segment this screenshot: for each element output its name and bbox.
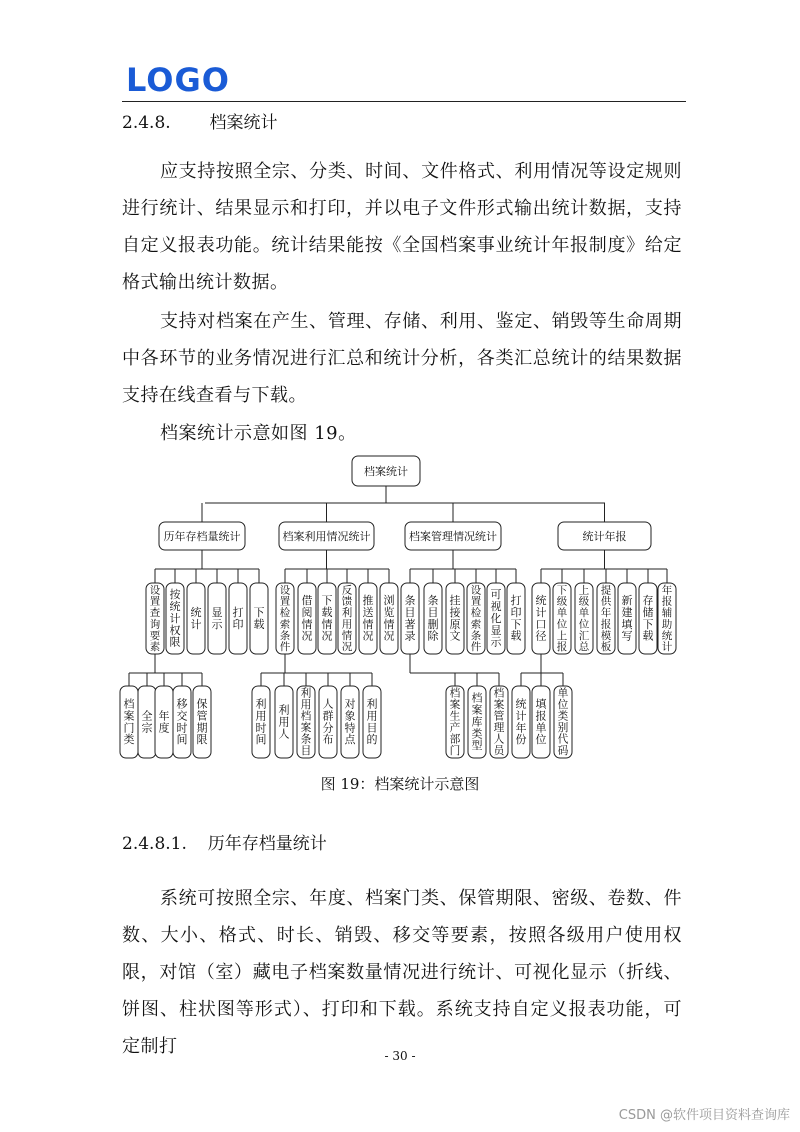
svg-text:用: 用 — [341, 618, 353, 631]
svg-text:下: 下 — [321, 594, 333, 608]
svg-text:利: 利 — [366, 697, 378, 711]
svg-text:目: 目 — [300, 744, 312, 758]
svg-text:置: 置 — [470, 595, 482, 608]
svg-text:用: 用 — [366, 709, 378, 723]
sub-label — [197, 697, 208, 747]
svg-text:移: 移 — [176, 697, 188, 711]
svg-text:门: 门 — [123, 721, 135, 735]
svg-text:点: 点 — [344, 733, 356, 747]
svg-text:档: 档 — [123, 697, 135, 711]
svg-text:权: 权 — [169, 623, 181, 637]
svg-text:保: 保 — [196, 697, 208, 711]
svg-text:单: 单 — [557, 686, 569, 700]
svg-text:下: 下 — [556, 584, 568, 597]
sub-label — [494, 687, 506, 758]
svg-text:文: 文 — [449, 629, 461, 643]
svg-text:置: 置 — [149, 595, 161, 608]
svg-text:目: 目 — [427, 605, 439, 619]
child-label — [342, 583, 353, 653]
paragraph-3: 档案统计示意如图 19。 — [160, 423, 357, 444]
figure-caption: 图 19：档案统计示意图 — [320, 775, 480, 793]
svg-text:况: 况 — [341, 641, 353, 654]
svg-text:化: 化 — [490, 611, 502, 625]
svg-text:助: 助 — [661, 618, 673, 631]
header-rule — [122, 101, 686, 102]
svg-text:用: 用 — [278, 715, 290, 729]
child-label — [212, 606, 224, 631]
svg-text:索: 索 — [279, 618, 291, 631]
sub-label — [124, 697, 135, 747]
section-heading — [122, 111, 277, 135]
svg-text:间: 间 — [255, 733, 267, 747]
svg-text:载: 载 — [510, 629, 522, 643]
branch-label: 档案管理情况统计 — [409, 529, 497, 543]
svg-text:条: 条 — [470, 629, 482, 642]
svg-text:档: 档 — [449, 686, 461, 700]
svg-text:限: 限 — [196, 733, 208, 747]
svg-text:条: 条 — [300, 732, 312, 746]
svg-text:人: 人 — [278, 727, 290, 741]
svg-text:阅: 阅 — [301, 605, 313, 619]
svg-text:库: 库 — [471, 715, 483, 729]
svg-text:览: 览 — [383, 605, 395, 619]
child-label — [643, 594, 654, 643]
branch-label: 档案利用情况统计 — [282, 529, 371, 543]
svg-text:用: 用 — [300, 698, 312, 712]
svg-text:载: 载 — [321, 605, 333, 619]
svg-text:板: 板 — [600, 641, 612, 654]
svg-text:写: 写 — [621, 629, 633, 643]
svg-text:对: 对 — [344, 697, 356, 711]
svg-text:产: 产 — [449, 721, 461, 735]
svg-text:码: 码 — [557, 744, 569, 758]
svg-text:级: 级 — [556, 595, 568, 608]
child-label — [302, 593, 313, 643]
svg-text:单: 单 — [556, 607, 568, 620]
svg-text:挂: 挂 — [449, 594, 461, 608]
svg-text:位: 位 — [535, 733, 547, 747]
child-label — [557, 584, 568, 653]
child-label — [428, 593, 440, 643]
svg-text:统: 统 — [661, 629, 673, 642]
svg-text:份: 份 — [515, 733, 527, 747]
svg-text:情: 情 — [341, 629, 353, 642]
paragraph-4: 系统可按照全宗、年度、档案门类、保管期限、密级、卷数、件数、大小、格式、时长、销毁、移交等要素，按照各级用户使用权限，对馆（室）藏电子档案数量情况进行统计、可视化显示（折线、饼图、柱状图等形式）、打印和下载。系统支持自定义报表功能，可定制打 — [122, 888, 682, 1057]
svg-text:人: 人 — [322, 697, 334, 711]
svg-text:况: 况 — [383, 629, 395, 643]
child-label — [233, 605, 244, 631]
svg-text:录: 录 — [404, 629, 416, 643]
svg-text:部: 部 — [449, 732, 461, 746]
svg-text:打: 打 — [510, 594, 522, 608]
svg-text:上: 上 — [578, 584, 590, 597]
svg-text:报: 报 — [556, 641, 568, 654]
sub-label — [516, 697, 527, 747]
svg-text:代: 代 — [557, 732, 569, 746]
svg-text:限: 限 — [169, 635, 181, 649]
svg-text:印: 印 — [510, 605, 522, 619]
svg-text:删: 删 — [427, 617, 439, 631]
sub-label — [558, 687, 569, 758]
svg-text:案: 案 — [123, 709, 135, 723]
sub-label — [450, 687, 461, 758]
svg-text:报: 报 — [661, 595, 673, 608]
subsection-title: 历年存档量统计 — [207, 834, 327, 854]
sub-label — [367, 697, 378, 747]
svg-text:计: 计 — [515, 709, 527, 723]
svg-text:供: 供 — [600, 595, 612, 608]
svg-text:类: 类 — [471, 727, 483, 741]
child-label — [384, 593, 395, 643]
svg-text:全: 全 — [141, 709, 153, 723]
svg-text:设: 设 — [149, 584, 161, 597]
svg-text:条: 条 — [404, 594, 416, 608]
child-label — [536, 593, 547, 643]
svg-text:报: 报 — [600, 618, 612, 631]
svg-text:期: 期 — [196, 721, 208, 735]
svg-text:位: 位 — [557, 698, 569, 712]
svg-text:视: 视 — [490, 600, 502, 614]
svg-text:显: 显 — [490, 623, 502, 637]
child-label — [579, 583, 590, 653]
svg-text:置: 置 — [279, 595, 291, 608]
svg-text:情: 情 — [362, 617, 374, 631]
svg-text:布: 布 — [322, 733, 334, 747]
svg-text:储: 储 — [642, 605, 654, 619]
svg-text:统: 统 — [169, 600, 181, 614]
svg-text:提: 提 — [600, 584, 612, 597]
svg-text:计: 计 — [169, 611, 181, 625]
section-number: 2.4.8. — [122, 113, 171, 133]
sub-label — [301, 687, 312, 758]
svg-text:下: 下 — [510, 617, 522, 631]
svg-text:原: 原 — [449, 617, 461, 631]
svg-text:建: 建 — [621, 605, 633, 619]
svg-text:档: 档 — [471, 691, 483, 705]
svg-text:间: 间 — [176, 733, 188, 747]
svg-text:下: 下 — [642, 617, 654, 631]
child-label — [150, 584, 161, 653]
svg-text:况: 况 — [301, 629, 313, 643]
svg-text:时: 时 — [176, 721, 188, 735]
svg-text:位: 位 — [556, 618, 568, 631]
svg-text:件: 件 — [279, 641, 291, 654]
svg-text:条: 条 — [427, 594, 439, 608]
svg-text:单: 单 — [535, 721, 547, 735]
svg-text:门: 门 — [449, 744, 461, 758]
svg-text:用: 用 — [255, 709, 267, 723]
sub-label — [279, 703, 290, 741]
svg-text:件: 件 — [470, 641, 482, 654]
svg-text:计: 计 — [661, 641, 673, 654]
svg-text:级: 级 — [578, 595, 590, 608]
svg-text:著: 著 — [404, 617, 416, 631]
svg-text:案: 案 — [300, 721, 312, 735]
svg-text:特: 特 — [344, 721, 356, 735]
sub-label — [177, 697, 188, 747]
svg-text:类: 类 — [123, 733, 135, 747]
svg-text:况: 况 — [321, 629, 333, 643]
svg-text:利: 利 — [300, 686, 312, 700]
svg-text:人: 人 — [493, 732, 505, 746]
sub-label — [142, 708, 153, 734]
child-label — [450, 593, 461, 643]
svg-text:年: 年 — [515, 721, 527, 735]
branch-label: 历年存档量统计 — [163, 529, 241, 543]
svg-text:时: 时 — [255, 721, 267, 735]
svg-text:显: 显 — [211, 605, 223, 619]
child-label — [191, 605, 202, 631]
svg-text:除: 除 — [427, 629, 439, 643]
svg-text:档: 档 — [300, 709, 312, 723]
logo: LOGO — [126, 61, 230, 99]
child-label — [322, 594, 333, 643]
archive-statistics-diagram — [0, 452, 800, 772]
svg-text:计: 计 — [190, 617, 202, 631]
svg-text:度: 度 — [158, 721, 170, 735]
svg-text:年: 年 — [158, 709, 170, 723]
svg-text:员: 员 — [493, 744, 505, 758]
svg-text:借: 借 — [301, 594, 313, 608]
svg-text:反: 反 — [341, 584, 353, 597]
paragraph-2: 支持对档案在产生、管理、存储、利用、鉴定、销毁等生命周期中各环节的业务情况进行汇总和统计分析，各类汇总统计的结果数据支持在线查看与下载。 — [122, 311, 682, 406]
svg-text:示: 示 — [211, 617, 223, 631]
svg-text:象: 象 — [344, 709, 356, 723]
svg-text:新: 新 — [621, 594, 633, 608]
svg-text:生: 生 — [449, 709, 461, 723]
svg-text:统: 统 — [515, 697, 527, 711]
svg-text:情: 情 — [383, 617, 395, 631]
svg-text:存: 存 — [642, 594, 654, 608]
svg-text:填: 填 — [535, 697, 547, 711]
svg-text:印: 印 — [232, 617, 244, 631]
sub-label — [472, 691, 483, 753]
svg-text:统: 统 — [190, 605, 202, 619]
svg-text:宗: 宗 — [141, 721, 153, 735]
svg-text:推: 推 — [362, 594, 374, 608]
svg-text:索: 索 — [470, 618, 482, 631]
svg-text:案: 案 — [449, 698, 461, 712]
svg-text:查: 查 — [149, 607, 161, 620]
paragraph-1: 应支持按照全宗、分类、时间、文件格式、利用情况等设定规则进行统计、结果显示和打印，并以电子文件形式输出统计数据，支持自定义报表功能。统计结果能按《全国档案事业统计年报制度》给定格式输出统计数据。 — [122, 161, 682, 293]
branch-label: 统计年报 — [582, 529, 627, 543]
child-label — [280, 584, 291, 653]
sub-label — [323, 698, 334, 747]
svg-text:载: 载 — [253, 617, 265, 631]
child-label — [491, 588, 503, 649]
svg-text:类: 类 — [557, 709, 569, 723]
child-label — [622, 594, 634, 643]
svg-text:情: 情 — [321, 617, 333, 631]
child-label — [662, 583, 673, 653]
child-label — [511, 593, 522, 643]
svg-text:年: 年 — [600, 607, 612, 620]
sub-label — [345, 697, 357, 747]
svg-text:素: 素 — [149, 641, 161, 654]
page-number: - 30 - — [384, 1049, 416, 1063]
svg-text:上: 上 — [556, 629, 568, 642]
svg-text:可: 可 — [490, 588, 502, 602]
watermark: CSDN @软件项目资料查询库 — [618, 1108, 790, 1123]
svg-text:打: 打 — [232, 605, 244, 619]
svg-text:理: 理 — [493, 721, 505, 735]
svg-text:馈: 馈 — [341, 595, 353, 608]
svg-text:按: 按 — [169, 588, 181, 602]
svg-text:送: 送 — [362, 605, 374, 619]
svg-text:总: 总 — [578, 641, 590, 654]
svg-text:示: 示 — [490, 635, 502, 649]
svg-text:目: 目 — [366, 721, 378, 735]
section-title: 档案统计 — [209, 113, 278, 133]
svg-text:档: 档 — [493, 686, 505, 700]
root-label: 档案统计 — [364, 464, 408, 478]
svg-text:群: 群 — [322, 709, 334, 723]
svg-text:载: 载 — [642, 629, 654, 643]
svg-text:管: 管 — [196, 709, 208, 723]
svg-text:检: 检 — [279, 607, 291, 620]
child-label — [254, 606, 265, 631]
child-label — [601, 583, 612, 653]
svg-text:利: 利 — [278, 703, 290, 717]
child-label — [170, 587, 182, 649]
svg-text:统: 统 — [535, 594, 547, 608]
svg-text:设: 设 — [279, 584, 291, 597]
svg-text:单: 单 — [578, 607, 590, 620]
svg-text:径: 径 — [535, 629, 547, 643]
svg-text:分: 分 — [322, 721, 334, 735]
svg-text:案: 案 — [493, 698, 505, 712]
svg-text:汇: 汇 — [578, 629, 590, 642]
sub-label — [536, 697, 548, 747]
sub-label — [159, 708, 170, 734]
svg-text:辅: 辅 — [661, 607, 673, 620]
svg-text:要: 要 — [149, 629, 161, 642]
child-label — [471, 584, 482, 653]
svg-text:利: 利 — [341, 607, 353, 620]
svg-text:别: 别 — [557, 721, 569, 735]
svg-text:年: 年 — [661, 584, 673, 597]
svg-text:填: 填 — [621, 617, 633, 631]
sub-label — [256, 697, 267, 747]
svg-text:况: 况 — [362, 629, 374, 643]
svg-text:报: 报 — [535, 709, 547, 723]
svg-text:计: 计 — [535, 605, 547, 619]
svg-text:的: 的 — [366, 733, 378, 747]
svg-text:交: 交 — [176, 709, 188, 723]
svg-text:接: 接 — [449, 605, 461, 619]
child-label — [405, 593, 416, 643]
svg-text:条: 条 — [279, 629, 291, 642]
svg-text:型: 型 — [471, 739, 483, 753]
svg-text:模: 模 — [600, 629, 612, 642]
svg-text:设: 设 — [470, 584, 482, 597]
svg-text:检: 检 — [470, 607, 482, 620]
svg-text:浏: 浏 — [383, 594, 395, 608]
svg-text:下: 下 — [253, 605, 265, 619]
svg-text:管: 管 — [493, 709, 505, 723]
svg-text:口: 口 — [535, 617, 547, 631]
svg-text:目: 目 — [404, 605, 416, 619]
svg-text:位: 位 — [578, 618, 590, 631]
svg-text:询: 询 — [149, 618, 161, 631]
subsection-heading — [122, 832, 327, 856]
svg-text:案: 案 — [471, 703, 483, 717]
subsection-number: 2.4.8.1. — [122, 834, 187, 854]
svg-text:利: 利 — [255, 697, 267, 711]
child-label — [363, 593, 374, 643]
svg-text:情: 情 — [301, 617, 313, 631]
